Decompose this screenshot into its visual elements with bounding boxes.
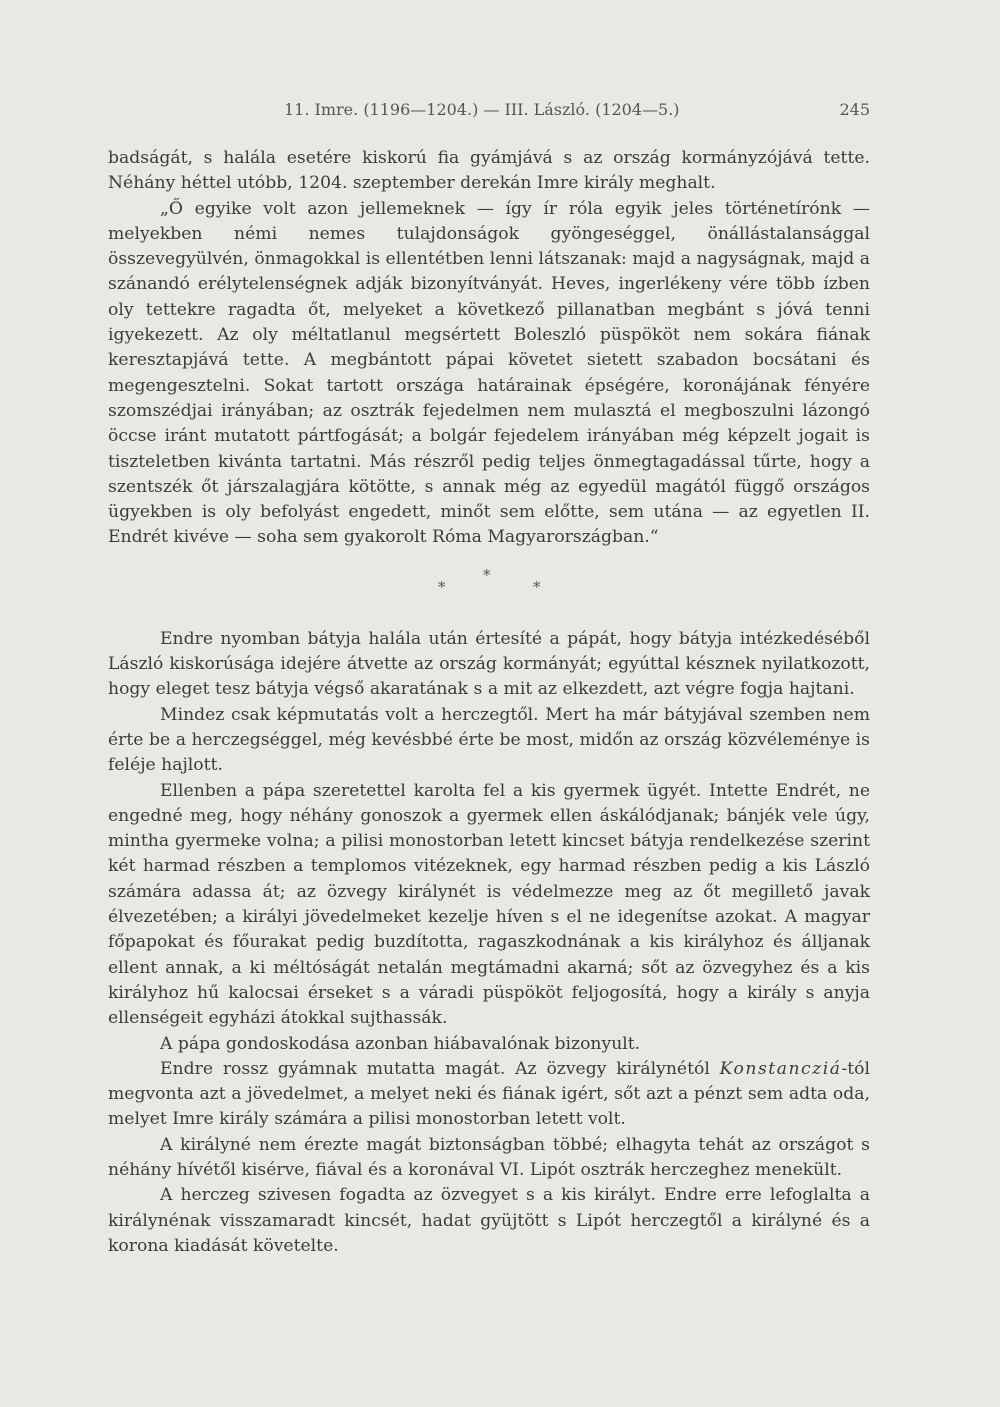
paragraph: Endre nyomban bátyja halála után értesíté a pápát, hogy bátyja intézkedéséből László kiskorúsága idejére átvette az ország kormányát; egyúttal késznek nyilatkozott, hogy eleget tesz bátyja végső akaratának s a mit az elkezdett, azt végre fogja hajtani. (108, 628, 870, 700)
paragraph: A herczeg szivesen fogadta az özvegyet s a kis királyt. Endre erre lefoglalta a királynénak visszamaradt kincsét, hadat gyüjtött s Lipót herczegtől a királyné és a korona kiadását követelte. (108, 1185, 870, 1256)
page-number: 245 (839, 100, 870, 119)
paragraph: A királyné nem érezte magát biztonságban többé; elhagyta tehát az országot s néhány hívétől kisérve, fiával és a koronával VI. Lipót osztrák herczeghez menekült. (108, 1134, 870, 1180)
paragraph: Ellenben a pápa szeretettel karolta fel a kis gyermek ügyét. Intette Endrét, ne engedné meg, hogy néhány gonoszok a gyermek ellen áskálódjanak; bánjék vele úgy, mintha gyermeke volna; a pilisi monostorban letett kincset bátyja rendelkezése szerint két harmad részben a templomos vitézeknek, egy harmad részben pedig a kis László számára adassa át; az özvegy királynét is védelmezze meg az őt megillető javak élvezetében; a királyi jövedelmeket kezelje híven s el ne idegenítse azokat. A magyar főpapokat és főurakat pedig buzdította, ragaszkodnának a kis királyhoz és álljanak ellent annak, a ki méltóságát netalán megtámadni akarná; sőt az özvegyhez és a kis királyhoz hű kalocsai érseket s a váradi püspököt feljogosítá, hogy a király s anyja ellenségeit egyházi átokkal sujthassák. (108, 780, 870, 1029)
paragraph: badságát, s halála esetére kiskorú fia gyámjává s az ország kormányzójává tette. Néhány héttel utóbb, 1204. szeptember derekán Imre király meghalt. (108, 148, 870, 194)
paragraph: A pápa gondoskodása azonban hiábavalónak bizonyult. (160, 1033, 641, 1054)
asterisk: * (533, 577, 541, 596)
asterisk: * (483, 565, 491, 584)
paragraph: Mindez csak képmutatás volt a herczegtől. Mert ha már bátyjával szemben nem érte be a herczegséggel, még kevésbbé érte be most, midőn az ország közvéleménye is feléje hajlott. (108, 704, 870, 776)
page-body (108, 146, 870, 1259)
page-header (108, 100, 870, 130)
paragraph (108, 1057, 870, 1133)
quote-paragraph: „Ő egyike volt azon jellemeknek — így ír róla egyik jeles történetírónk — melyekben némi nemes tulajdonságok gyöngeséggel, önállástalansággal összevegyülvén, önmagokkal is ellentétben lenni látszanak: majd a nagyságnak, majd a szánandó erélytelenségnek adják bizonyítványát. Heves, ingerlékeny vére több ízben oly tettekre ragadta őt, melyeket a következő pillanatban megbánt s jóvá tenni igyekezett. Az oly méltatlanul megsértett Boleszló püspököt nem sokára fiának keresztapjává tette. A megbántott pápai követet sietett szabadon bocsátani és megengesztelni. Sokat tartott országa határainak épségére, koronájának fényére szomszédjai irányában; az osztrák fejedelmen nem mulasztá el megboszulni lázongó öccse iránt mutatott pártfogását; a bolgár fejedelem irányában még képzelt jogait is tiszteletben kivánta tartatni. Más részről pedig teljes önmegtagadással tűrte, hogy a szentszék őt járszalagjára kötötte, s annak még az egyedül magától függő országos ügyekben is oly befolyást engedett, minőt sem előtte, sem utána — az egyetlen II. Endrét kivéve — soha sem gyakorolt Róma Magyarországban.“ (108, 198, 870, 548)
section-break (108, 551, 870, 627)
asterisk: * (438, 577, 446, 596)
running-title: 11. Imre. (1196—1204.) — III. László. (1204—5.) (284, 100, 680, 119)
paragraph-text: Endre rossz gyámnak mutatta magát. Az özvegy királynétól (160, 1058, 720, 1079)
emphasized-name: Konstancziá (719, 1058, 842, 1079)
paragraph-text: -tól megvonta azt a jövedelmet, a melyet neki és fiának igért, sőt azt a pénzt sem adta oda, melyet Imre király számára a pilisi monostorban letett volt. (108, 1058, 870, 1130)
